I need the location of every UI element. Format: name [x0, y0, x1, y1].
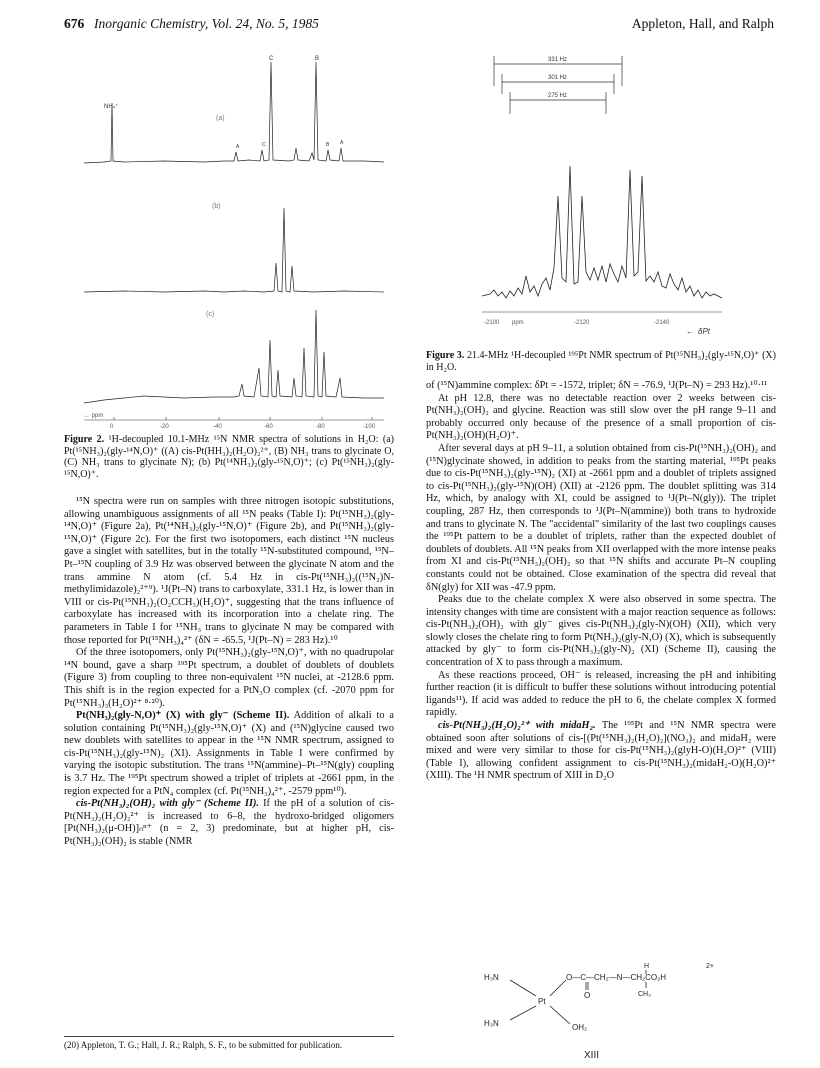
spectrum-b — [84, 208, 384, 292]
page-number: 676 — [64, 16, 85, 31]
struct-ch3: CH₃ — [638, 991, 651, 998]
tick-80: -80 — [316, 424, 325, 430]
figure-3-spectrum — [482, 46, 742, 346]
running-authors: Appleton, Hall, and Ralph — [631, 16, 774, 31]
left-paragraph-3-body: Addition of alkali to a solution containing Pt(¹⁵NH₃)₂(gly-¹⁵N,O)⁺ (X) and (¹⁵N)glycine caused two new doublets with satellites to appear in the ¹⁵N NMR spectrum, assigned to cis-Pt(¹⁵NH₃)₂(gly-¹⁵N)₂ (XI). Assignments in Table I were confirmed by varying the isotopic substitution. The trans ¹⁵N(ammine)–Pt–¹⁵N(gly) coupling is 3.7 Hz. The ¹⁹⁵Pt spectrum showed a triplet of triplets at -2661 ppm, in the region expected for a PtN₄ complex (cf. Pt(¹⁵NH₃)₄²⁺, -2579 ppm¹⁰). — [64, 710, 394, 797]
label-c: C — [269, 56, 274, 62]
figure-3-caption-text: 21.4-MHz ¹H-decoupled ¹⁹⁵Pt NMR spectrum of Pt(¹⁵NH₃)₂(gly-¹⁵N,O)⁺ (X) in H₂O. — [426, 350, 776, 373]
svg-text:B: B — [326, 142, 330, 148]
tick-2120: -2120 — [574, 320, 590, 326]
figure-2-caption-label: Figure 2. — [64, 434, 105, 445]
right-paragraph-4: Peaks due to the chelate complex X were also observed in some spectra. The intensity changes with time are consistent with a major reaction sequence as follows: cis-Pt(NH₃)₂(OH)₂ with gly⁻ gives cis-Pt(NH₃)₂(gly-N)(OH) (XII), which very slowly closes the chelate ring to form Pt(NH₃)₂(gly-N,O) (X), which is subsequently attacked by gly⁻ to form cis-Pt(NH₃)₂(gly-N)₂ (XI) (Scheme II), causing the concentration of X to pass through a maximum. — [426, 594, 776, 669]
tick-ppm: ppm — [512, 320, 524, 326]
left-paragraph-4-body: If the pH of a solution of cis-Pt(NH₃)₂(H₂O)₂²⁺ is increased to 6–8, the hydroxo-bridged oligomers [Pt(NH₃)₂(μ-OH)]ₙⁿ⁺ (n = 2, 3) predominate, but at higher pH, cis-Pt(NH₃)₂(OH)₂ is stable (NMR — [64, 798, 394, 848]
axis-unit: ← ppm — [84, 413, 104, 419]
svg-text:C: C — [262, 142, 266, 148]
figure-2-caption — [64, 434, 394, 480]
journal-name: Inorganic Chemistry, Vol. 24, No. 5, 1985 — [94, 16, 319, 31]
figure-3 — [482, 46, 742, 346]
svg-text:A: A — [340, 140, 344, 146]
tick-100: -100 — [363, 424, 376, 430]
tick-60: -60 — [264, 424, 273, 430]
right-paragraph-1: of (¹⁵N)ammine complex: δPt = -1572, triplet; δN = -76.9, ¹J(Pt–N) = 293 Hz).¹⁰·¹¹ — [426, 380, 768, 391]
svg-text:←: ← — [686, 327, 694, 336]
left-paragraph-4-head: cis-Pt(NH₃)₂(OH)₂ with gly⁻ (Scheme II). — [76, 798, 259, 810]
label-b: B — [315, 56, 320, 62]
label-a: (a) — [216, 115, 225, 122]
figure-3-caption — [426, 350, 776, 373]
figure-2 — [64, 48, 394, 468]
svg-text:A: A — [236, 144, 240, 150]
tick-2100: -2100 — [484, 320, 500, 326]
left-column — [64, 496, 394, 849]
tick-0: 0 — [110, 424, 114, 430]
right-paragraph-6 — [426, 720, 776, 783]
footnote: (20) Appleton, T. G.; Hall, J. R.; Ralph, S. F., to be submitted for publication. — [64, 1036, 394, 1051]
struct-chain: O—C—CH₂—N—CH₂CO₂H — [566, 973, 666, 982]
left-paragraph-3 — [64, 710, 394, 798]
structure-drawing — [480, 958, 780, 1062]
pt-spectrum — [482, 166, 722, 298]
label-nh4: NH₄⁺ — [104, 104, 119, 110]
struct-oh2: OH₂ — [572, 1023, 588, 1032]
left-paragraph-3-head: Pt(NH₃)₂(gly-N,O)⁺ (X) with gly⁻ (Scheme II). — [76, 710, 290, 722]
page-header — [64, 16, 774, 36]
label-b-panel: (b) — [212, 203, 221, 210]
struct-h3n-top: H₃N — [484, 973, 499, 982]
right-paragraph-5: As these reactions proceed, OH⁻ is released, increasing the pH and inhibiting further reaction (it is difficult to buffer these solutions without introducing potential ligands¹¹). If acid was added to reduce the pH to 6, the chelate complex X formed rapidly. — [426, 669, 776, 719]
left-paragraph-2: Of the three isotopomers, only Pt(¹⁵NH₃)₂(gly-¹⁵N,O)⁺, with no quadrupolar ¹⁴N bound, gave a sharp ¹⁹⁵Pt spectrum, a doublet of doublets of doublets (Figure 3) from coupling to three non-equivalent ¹⁵N nuclei, at -2128.6 ppm. This shift is in the region expected for a PtN₃O complex (cf. -2070 ppm for Pt(¹⁵NH₃)₃(H₂O)²⁺ ⁸·²⁰). — [64, 647, 394, 709]
right-paragraph-6-head: cis-Pt(NH₃)₂(H₂O)₂²⁺ with midaH₂. — [438, 720, 596, 732]
right-paragraph-2: At pH 12.8, there was no detectable reaction over 2 weeks between cis-Pt(NH₃)₂(OH)₂ and glycine. Reaction was still slow over the pH range 9–11 and probably occurred only because of the presence of a small proportion of cis-Pt(NH₃)₂(OH)(H₂O)⁺. — [426, 392, 776, 442]
figure-3-caption-label: Figure 3. — [426, 350, 465, 361]
right-column — [426, 380, 776, 783]
struct-charge: 2+ — [706, 963, 714, 970]
figure-2-caption-text: ¹H-decoupled 10.1-MHz ¹⁵N NMR spectra of solutions in H₂O: (a) Pt(¹⁵NH₃)₂(gly-¹⁴N,O)⁺ ((A) cis-Pt(HH₃)₂(H₂O)₂²⁺, (B) NH₃ trans to glycinate O, (C) NH₃ trans to glycinate N); (b) Pt(¹⁴NH₃)₂(gly-¹⁵N,O)⁺; (c) Pt(¹⁵NH₃)₂(gly-¹⁵N,O)⁺. — [64, 434, 394, 480]
right-paragraph-3: After several days at pH 9–11, a solution obtained from cis-Pt(¹⁵NH₃)₂(OH)₂ and (¹⁵N)glycinate showed, in addition to peaks from the starting material, ¹⁹⁵Pt peaks due to cis-Pt(¹⁵NH₃)₂(gly-¹⁵N)₂ (XI) at -2661 ppm and a doublet of triplets assigned to cis-Pt(¹⁵NH₃)₂(gly-¹⁵N)(OH) (XII) at -2126 ppm. The doublet splitting was 314 Hz, which, by analogy with XI, could be assigned to ¹J(Pt–N(gly)). The triplet coupling, 287 Hz, then corresponds to ¹J(Pt–N(ammine)) both trans to hydroxide and trans to glycinate N. The "accidental" similarity of the last two couplings causes the ¹⁹⁵Pt pattern to be a doublet of triplets, rather than the expected doublet of doublets of doublets. All ¹⁵N peaks from XII overlapped with the more intense peaks from XI and cis-Pt(¹⁵NH₃)₂(OH)₂ so that ¹⁵N shifts and accurate Pt–N coupling constants could not be obtained. Close examination of the spectra did reveal that δN(gly) for XII was -47.9 ppm. — [426, 442, 776, 593]
coupling-275: 275 Hz — [548, 93, 568, 99]
tick-20: -20 — [160, 424, 169, 430]
struct-o-double: O — [584, 991, 591, 1000]
coupling-301: 301 Hz — [548, 75, 568, 81]
coupling-331: 331 Hz — [548, 57, 568, 63]
struct-h3n-bottom: H₃N — [484, 1019, 499, 1028]
structure-xiii — [480, 958, 780, 1062]
figure-2-spectra — [64, 48, 394, 468]
label-c-panel: (c) — [206, 311, 215, 318]
left-paragraph-1: ¹⁵N spectra were run on samples with three nitrogen isotopic substitutions, allowing unambiguous assignments of all ¹⁵N peaks (Table I): Pt(¹⁵NH₃)₂(gly-¹⁴N,O)⁺ (Figure 2a), Pt(¹⁴NH₃)₂(gly-¹⁵N,O)⁺ (Figure 2b), and Pt(¹⁵NH₃)₂(gly-¹⁵N,O)⁺ (Figure 2c). For the first two isotopomers, each distinct ¹⁵N nucleus gave a singlet with satellites, but in the totally ¹⁵N-substituted compound, ¹⁵N–Pt–¹⁵N coupling of 3.9 Hz was observed between the glycinate N atom and the trans ammine N atom (cf. 5.4 Hz in cis-Pt(¹⁵NH₃)₂((¹⁵N₂)N-methylimidazole)₂²⁺⁹). ¹J(Pt–N) trans to carboxylate, 331.1 Hz, is lower than in VIII or cis-Pt(¹⁵NH₃)₂(O₂CCH₃)(H₂O)⁺, suggesting that the trans influence of carboxylate has increased with its incorporation into a chelate ring. The parameters in Table I for ¹⁵NH₃ trans to glycinate N may be compared with those reported for Pt(¹⁵NH₃)₄²⁺ (δN = -65.5, ¹J(Pt–N) = 283 Hz).¹⁰ — [64, 496, 394, 646]
tick-40: -40 — [213, 424, 222, 430]
left-paragraph-4 — [64, 798, 394, 848]
struct-h: H — [644, 963, 650, 970]
right-paragraph-6-body: The ¹⁹⁵Pt and ¹⁵N NMR spectra were obtained soon after solutions of cis-[(Pt(¹⁵NH₃)₂(H₂O)₂](NO₃)₂ and midaH₂ were mixed and were very similar to those for cis-Pt(¹⁵NH₃)₂(glyH-O)(H₂O)²⁺ (VIII) (Table I), allowing confident assignment to cis-Pt(¹⁵NH₃)₂(midaH₂-O)(H₂O)²⁺ (XIII). The ¹H NMR spectrum of XIII in D₂O — [426, 720, 776, 782]
tick-2140: -2140 — [654, 320, 670, 326]
structure-label: XIII — [584, 1050, 600, 1061]
spectrum-c — [84, 310, 384, 403]
axis-symbol: δPt — [698, 327, 711, 336]
struct-pt: Pt — [538, 997, 546, 1006]
spectrum-a — [84, 62, 384, 163]
